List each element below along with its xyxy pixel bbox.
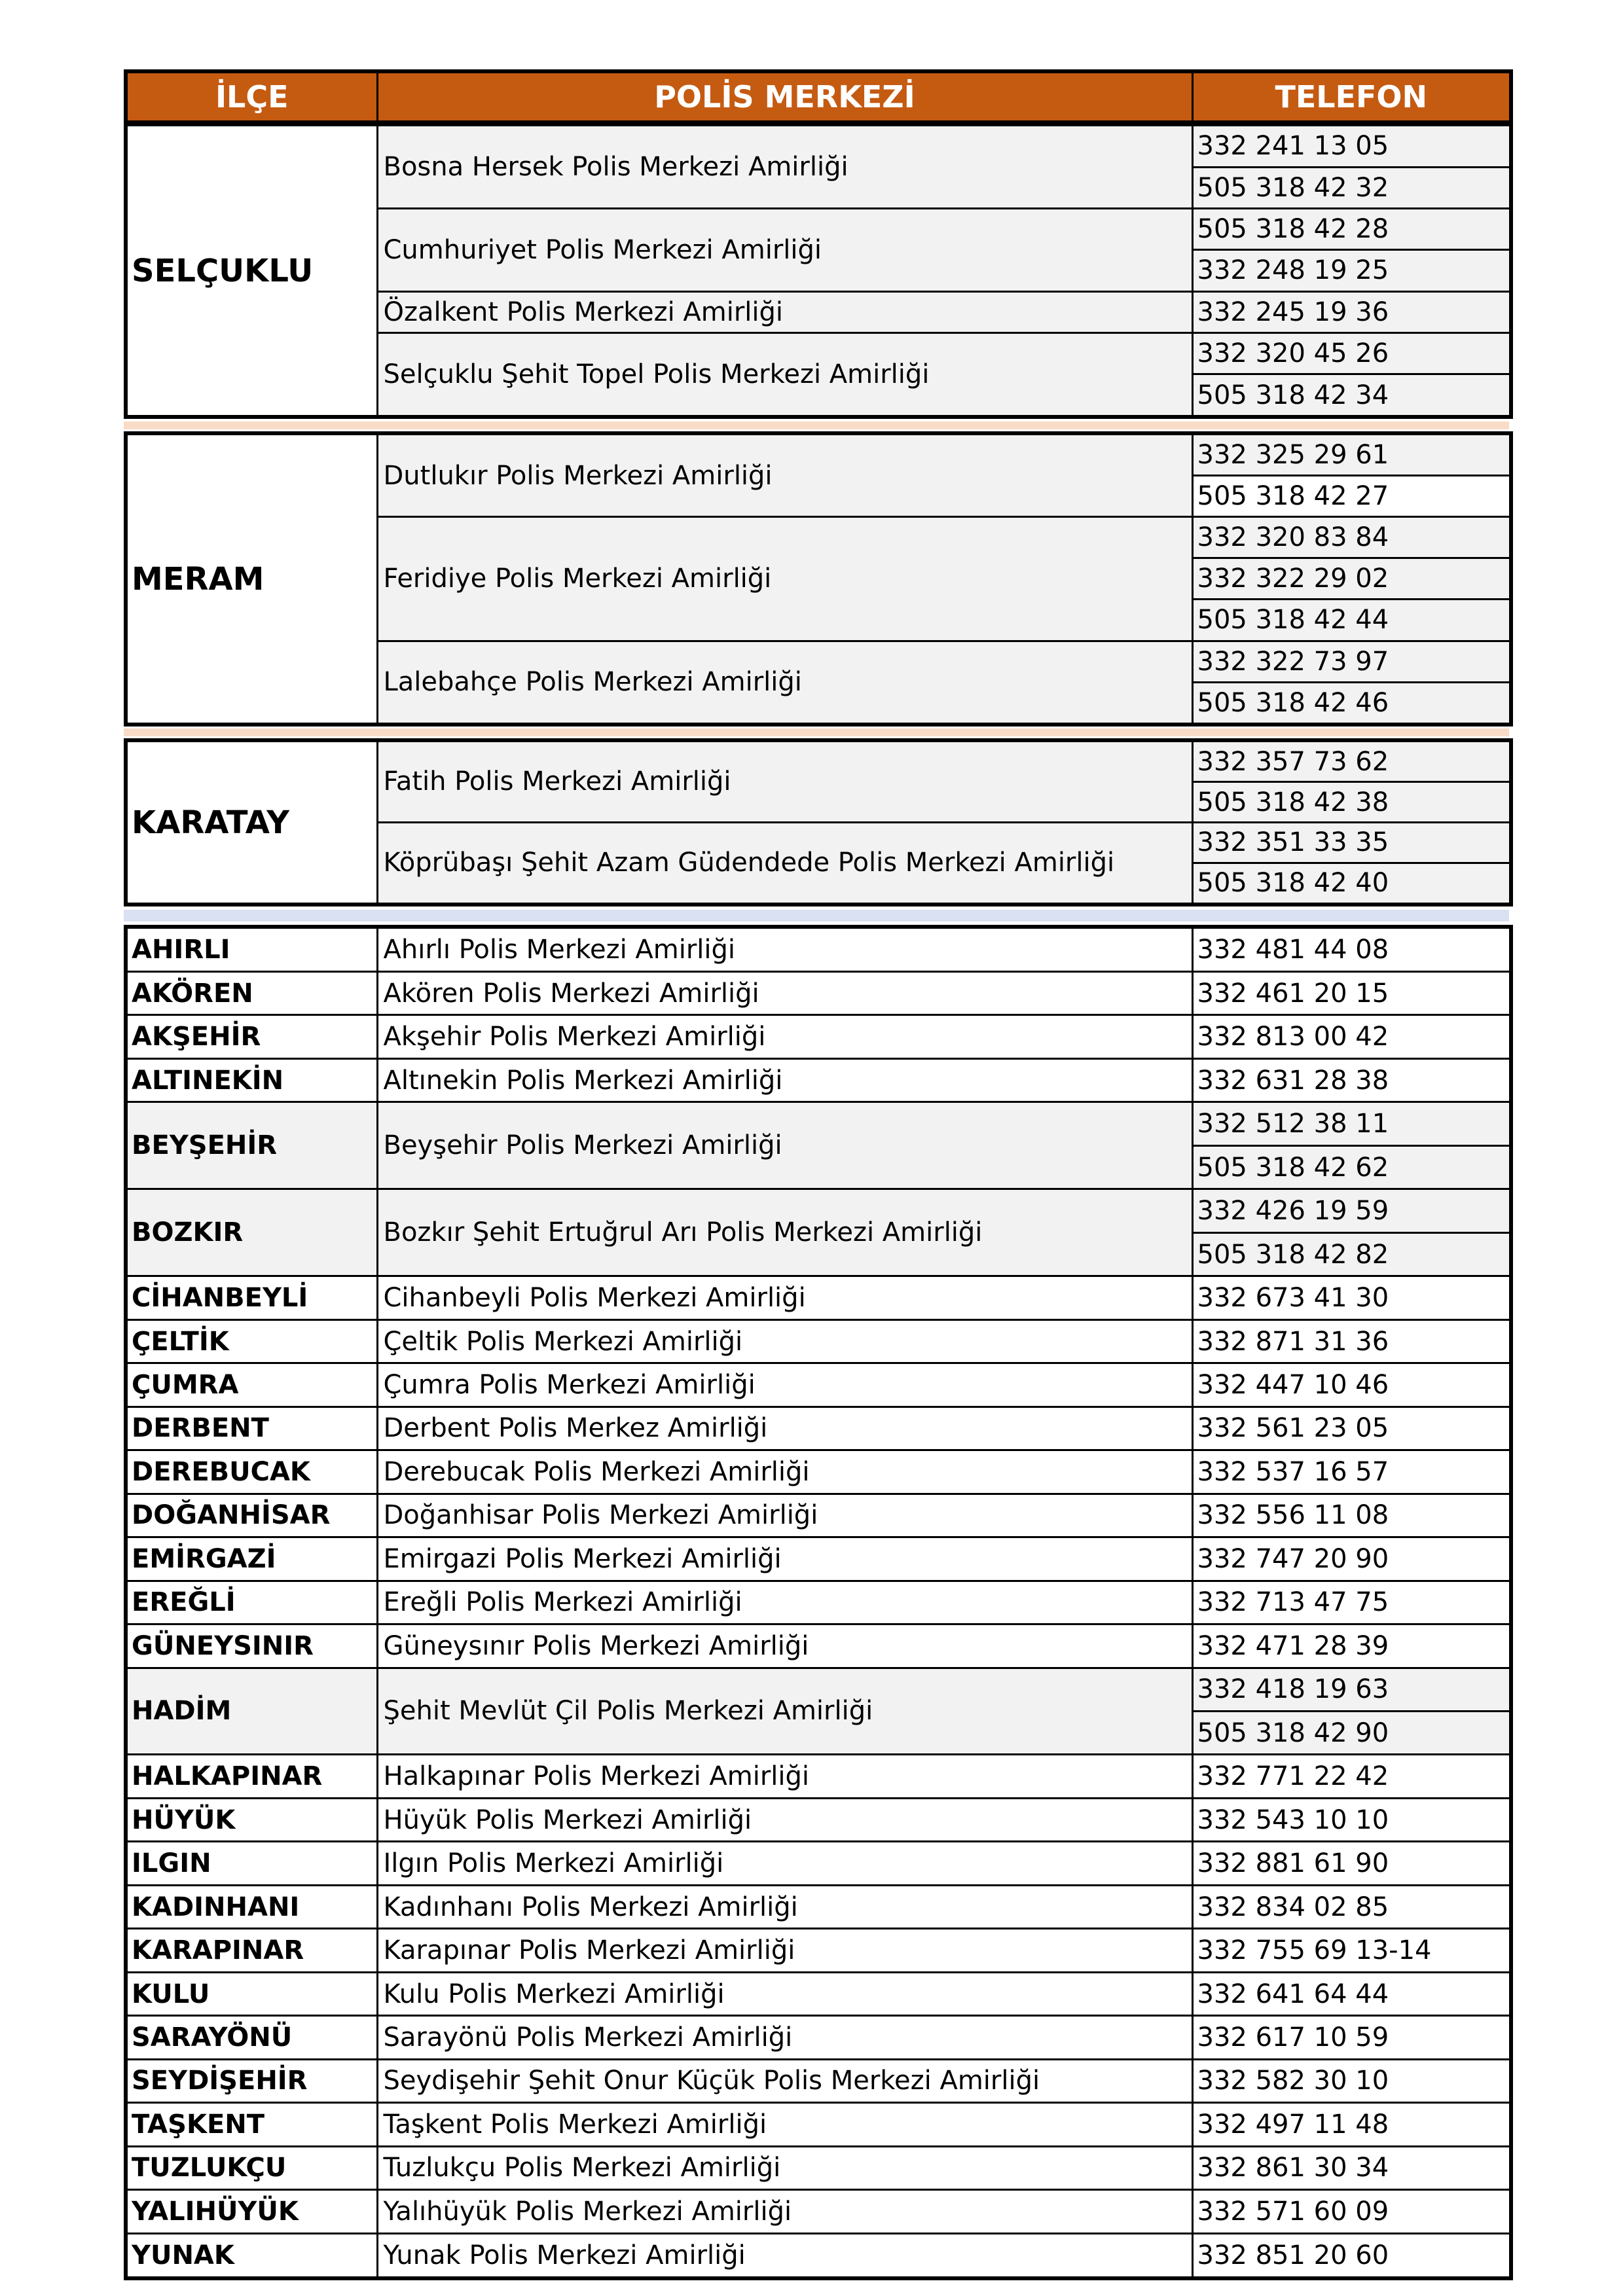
phone-number: 332 447 10 46 xyxy=(1192,1363,1511,1407)
police-station-name: Tuzlukçu Polis Merkezi Amirliği xyxy=(377,2146,1192,2189)
table-row xyxy=(126,1058,1511,1102)
phone-number: 332 631 28 38 xyxy=(1192,1058,1511,1102)
district-name: SEYDİŞEHİR xyxy=(126,2059,377,2102)
district-name: KULU xyxy=(126,1972,377,2015)
phone-number: 505 318 42 62 xyxy=(1192,1145,1511,1189)
police-station-name: Emirgazi Polis Merkezi Amirliği xyxy=(377,1537,1192,1581)
district-name: KARATAY xyxy=(126,740,377,905)
phone-number: 332 813 00 42 xyxy=(1192,1015,1511,1058)
phone-number: 332 322 73 97 xyxy=(1192,641,1511,682)
district-name: KARAPINAR xyxy=(126,1929,377,1972)
column-header-ilce: İLÇE xyxy=(126,71,377,122)
police-station-name: Sarayönü Polis Merkezi Amirliği xyxy=(377,2016,1192,2059)
phone-number: 505 318 42 27 xyxy=(1192,476,1511,517)
district-name: ÇUMRA xyxy=(126,1363,377,1407)
district-name: ALTINEKİN xyxy=(126,1058,377,1102)
phone-number: 505 318 42 28 xyxy=(1192,209,1511,250)
phone-number: 332 617 10 59 xyxy=(1192,2016,1511,2059)
table-row xyxy=(126,972,1511,1015)
table-row xyxy=(126,1494,1511,1537)
table-row xyxy=(126,1842,1511,1885)
table-row xyxy=(126,1015,1511,1058)
police-station-name: Cumhuriyet Polis Merkezi Amirliği xyxy=(377,209,1192,292)
phone-number: 332 673 41 30 xyxy=(1192,1276,1511,1319)
phone-number: 505 318 42 82 xyxy=(1192,1232,1511,1276)
police-station-name: Bozkır Şehit Ertuğrul Arı Polis Merkezi Amirliği xyxy=(377,1189,1192,1276)
police-station-name: Fatih Polis Merkezi Amirliği xyxy=(377,740,1192,822)
district-name: DOĞANHİSAR xyxy=(126,1494,377,1537)
table-row xyxy=(126,1102,1511,1145)
police-station-name: Lalebahçe Polis Merkezi Amirliği xyxy=(377,641,1192,725)
district-name: KADINHANI xyxy=(126,1885,377,1928)
district-name: YUNAK xyxy=(126,2233,377,2278)
phone-number: 505 318 42 38 xyxy=(1192,782,1511,823)
police-station-name: Çumra Polis Merkezi Amirliği xyxy=(377,1363,1192,1407)
phone-number: 332 851 20 60 xyxy=(1192,2233,1511,2278)
district-name: AKŞEHİR xyxy=(126,1015,377,1058)
districts-table xyxy=(124,925,1513,2280)
phone-number: 332 241 13 05 xyxy=(1192,124,1511,167)
column-header-telefon: TELEFON xyxy=(1192,71,1511,122)
police-station-name: Ahırlı Polis Merkezi Amirliği xyxy=(377,927,1192,972)
police-station-name: Dutlukır Polis Merkezi Amirliği xyxy=(377,433,1192,517)
table-row xyxy=(126,1276,1511,1319)
district-name: BEYŞEHİR xyxy=(126,1102,377,1189)
phone-number: 332 357 73 62 xyxy=(1192,740,1511,782)
column-header-polis-merkezi: POLİS MERKEZİ xyxy=(377,71,1192,122)
district-name: CİHANBEYLİ xyxy=(126,1276,377,1319)
police-station-name: Halkapınar Polis Merkezi Amirliği xyxy=(377,1755,1192,1798)
district-name: DERBENT xyxy=(126,1407,377,1450)
table-row xyxy=(126,1407,1511,1450)
district-name: HADİM xyxy=(126,1668,377,1755)
police-station-name: Taşkent Polis Merkezi Amirliği xyxy=(377,2103,1192,2146)
district-name: AKÖREN xyxy=(126,972,377,1015)
table-row xyxy=(126,1798,1511,1841)
phone-number: 332 320 45 26 xyxy=(1192,332,1511,374)
district-name: EREĞLİ xyxy=(126,1581,377,1624)
phone-number: 332 351 33 35 xyxy=(1192,822,1511,863)
district-name: SELÇUKLU xyxy=(126,124,377,417)
phone-number: 332 248 19 25 xyxy=(1192,250,1511,291)
district-name: TAŞKENT xyxy=(126,2103,377,2146)
phone-number: 332 582 30 10 xyxy=(1192,2059,1511,2102)
district-name: YALIHÜYÜK xyxy=(126,2190,377,2233)
phone-number: 332 543 10 10 xyxy=(1192,1798,1511,1841)
table-row xyxy=(126,927,1511,972)
police-station-name: Güneysınır Polis Merkezi Amirliği xyxy=(377,1624,1192,1668)
police-station-name: Kulu Polis Merkezi Amirliği xyxy=(377,1972,1192,2015)
table-row xyxy=(126,1668,1511,1711)
selcuklu-table xyxy=(124,122,1513,419)
police-station-name: Doğanhisar Polis Merkezi Amirliği xyxy=(377,1494,1192,1537)
district-name: AHIRLI xyxy=(126,927,377,972)
phone-number: 332 512 38 11 xyxy=(1192,1102,1511,1145)
police-station-name: Köprübaşı Şehit Azam Güdendede Polis Merkezi Amirliği xyxy=(377,822,1192,905)
table-row xyxy=(126,433,1511,476)
district-name: TUZLUKÇU xyxy=(126,2146,377,2189)
district-name: MERAM xyxy=(126,433,377,725)
police-station-name: Çeltik Polis Merkezi Amirliği xyxy=(377,1319,1192,1363)
police-station-name: Derebucak Polis Merkezi Amirliği xyxy=(377,1450,1192,1494)
table-row xyxy=(126,1885,1511,1928)
meram-block xyxy=(124,431,1509,726)
karatay-block xyxy=(124,738,1509,906)
phone-number: 332 537 16 57 xyxy=(1192,1450,1511,1494)
district-name: ILGIN xyxy=(126,1842,377,1885)
police-station-name: Altınekin Polis Merkezi Amirliği xyxy=(377,1058,1192,1102)
phone-number: 505 318 42 34 xyxy=(1192,374,1511,417)
phone-number: 505 318 42 40 xyxy=(1192,863,1511,905)
table-row xyxy=(126,1189,1511,1232)
table-row xyxy=(126,124,1511,167)
phone-number: 332 641 64 44 xyxy=(1192,1972,1511,2015)
table-row xyxy=(126,1624,1511,1668)
phone-number: 505 318 42 46 xyxy=(1192,682,1511,725)
table-row xyxy=(126,1755,1511,1798)
phone-number: 332 747 20 90 xyxy=(1192,1537,1511,1581)
phone-number: 332 325 29 61 xyxy=(1192,433,1511,476)
section-divider xyxy=(124,910,1509,922)
phone-number: 332 481 44 08 xyxy=(1192,927,1511,972)
police-station-name: Özalkent Polis Merkezi Amirliği xyxy=(377,291,1192,332)
district-name: HALKAPINAR xyxy=(126,1755,377,1798)
table-row xyxy=(126,2059,1511,2102)
phone-number: 332 418 19 63 xyxy=(1192,1668,1511,1711)
table-row xyxy=(126,1929,1511,1972)
district-name: GÜNEYSINIR xyxy=(126,1624,377,1668)
table-row xyxy=(126,1363,1511,1407)
table-row xyxy=(126,1581,1511,1624)
table-row xyxy=(126,2016,1511,2059)
police-station-name: Ereğli Polis Merkezi Amirliği xyxy=(377,1581,1192,1624)
meram-table xyxy=(124,431,1513,726)
district-name: EMİRGAZİ xyxy=(126,1537,377,1581)
table-row xyxy=(126,1319,1511,1363)
districts-block xyxy=(124,925,1509,2280)
table-row xyxy=(126,2190,1511,2233)
district-name: BOZKIR xyxy=(126,1189,377,1276)
table-row xyxy=(126,1450,1511,1494)
phone-number: 332 461 20 15 xyxy=(1192,972,1511,1015)
police-station-name: Selçuklu Şehit Topel Polis Merkezi Amirliği xyxy=(377,332,1192,417)
phone-number: 505 318 42 32 xyxy=(1192,167,1511,208)
phone-number: 332 571 60 09 xyxy=(1192,2190,1511,2233)
phone-number: 332 322 29 02 xyxy=(1192,558,1511,600)
police-station-name: Seydişehir Şehit Onur Küçük Polis Merkezi Amirliği xyxy=(377,2059,1192,2102)
karatay-table xyxy=(124,738,1513,906)
police-station-name: Beyşehir Polis Merkezi Amirliği xyxy=(377,1102,1192,1189)
phone-number: 332 771 22 42 xyxy=(1192,1755,1511,1798)
table-row xyxy=(126,1972,1511,2015)
phone-number: 332 556 11 08 xyxy=(1192,1494,1511,1537)
table-row xyxy=(126,2146,1511,2189)
police-station-name: Yunak Polis Merkezi Amirliği xyxy=(377,2233,1192,2278)
phone-number: 332 881 61 90 xyxy=(1192,1842,1511,1885)
table-row xyxy=(126,2233,1511,2278)
police-station-name: Şehit Mevlüt Çil Polis Merkezi Amirliği xyxy=(377,1668,1192,1755)
phone-number: 332 861 30 34 xyxy=(1192,2146,1511,2189)
phone-number: 332 755 69 13-14 xyxy=(1192,1929,1511,1972)
police-station-name: Cihanbeyli Polis Merkezi Amirliği xyxy=(377,1276,1192,1319)
table-row xyxy=(126,740,1511,782)
district-name: ÇELTİK xyxy=(126,1319,377,1363)
police-station-name: Yalıhüyük Polis Merkezi Amirliği xyxy=(377,2190,1192,2233)
police-station-name: Karapınar Polis Merkezi Amirliği xyxy=(377,1929,1192,1972)
section-divider xyxy=(124,422,1509,429)
phone-number: 332 561 23 05 xyxy=(1192,1407,1511,1450)
table-row xyxy=(126,1537,1511,1581)
phone-number: 332 871 31 36 xyxy=(1192,1319,1511,1363)
section-divider xyxy=(124,728,1509,736)
phone-number: 332 426 19 59 xyxy=(1192,1189,1511,1232)
police-station-name: Feridiye Polis Merkezi Amirliği xyxy=(377,517,1192,641)
table-header xyxy=(124,69,1509,120)
phone-number: 332 497 11 48 xyxy=(1192,2103,1511,2146)
phone-number: 332 320 83 84 xyxy=(1192,517,1511,558)
phone-number: 332 713 47 75 xyxy=(1192,1581,1511,1624)
police-station-name: Kadınhanı Polis Merkezi Amirliği xyxy=(377,1885,1192,1928)
police-station-name: Bosna Hersek Polis Merkezi Amirliği xyxy=(377,124,1192,209)
phone-number: 332 471 28 39 xyxy=(1192,1624,1511,1668)
table-row xyxy=(126,2103,1511,2146)
police-station-name: Derbent Polis Merkez Amirliği xyxy=(377,1407,1192,1450)
police-station-name: Akşehir Polis Merkezi Amirliği xyxy=(377,1015,1192,1058)
police-station-name: Hüyük Polis Merkezi Amirliği xyxy=(377,1798,1192,1841)
district-name: DEREBUCAK xyxy=(126,1450,377,1494)
police-station-name: Akören Polis Merkezi Amirliği xyxy=(377,972,1192,1015)
police-station-name: Ilgın Polis Merkezi Amirliği xyxy=(377,1842,1192,1885)
phone-number: 332 245 19 36 xyxy=(1192,291,1511,332)
phone-number: 505 318 42 44 xyxy=(1192,600,1511,641)
selcuklu-block xyxy=(124,122,1509,419)
phone-number: 505 318 42 90 xyxy=(1192,1711,1511,1754)
district-name: SARAYÖNÜ xyxy=(126,2016,377,2059)
district-name: HÜYÜK xyxy=(126,1798,377,1841)
phone-number: 332 834 02 85 xyxy=(1192,1885,1511,1928)
